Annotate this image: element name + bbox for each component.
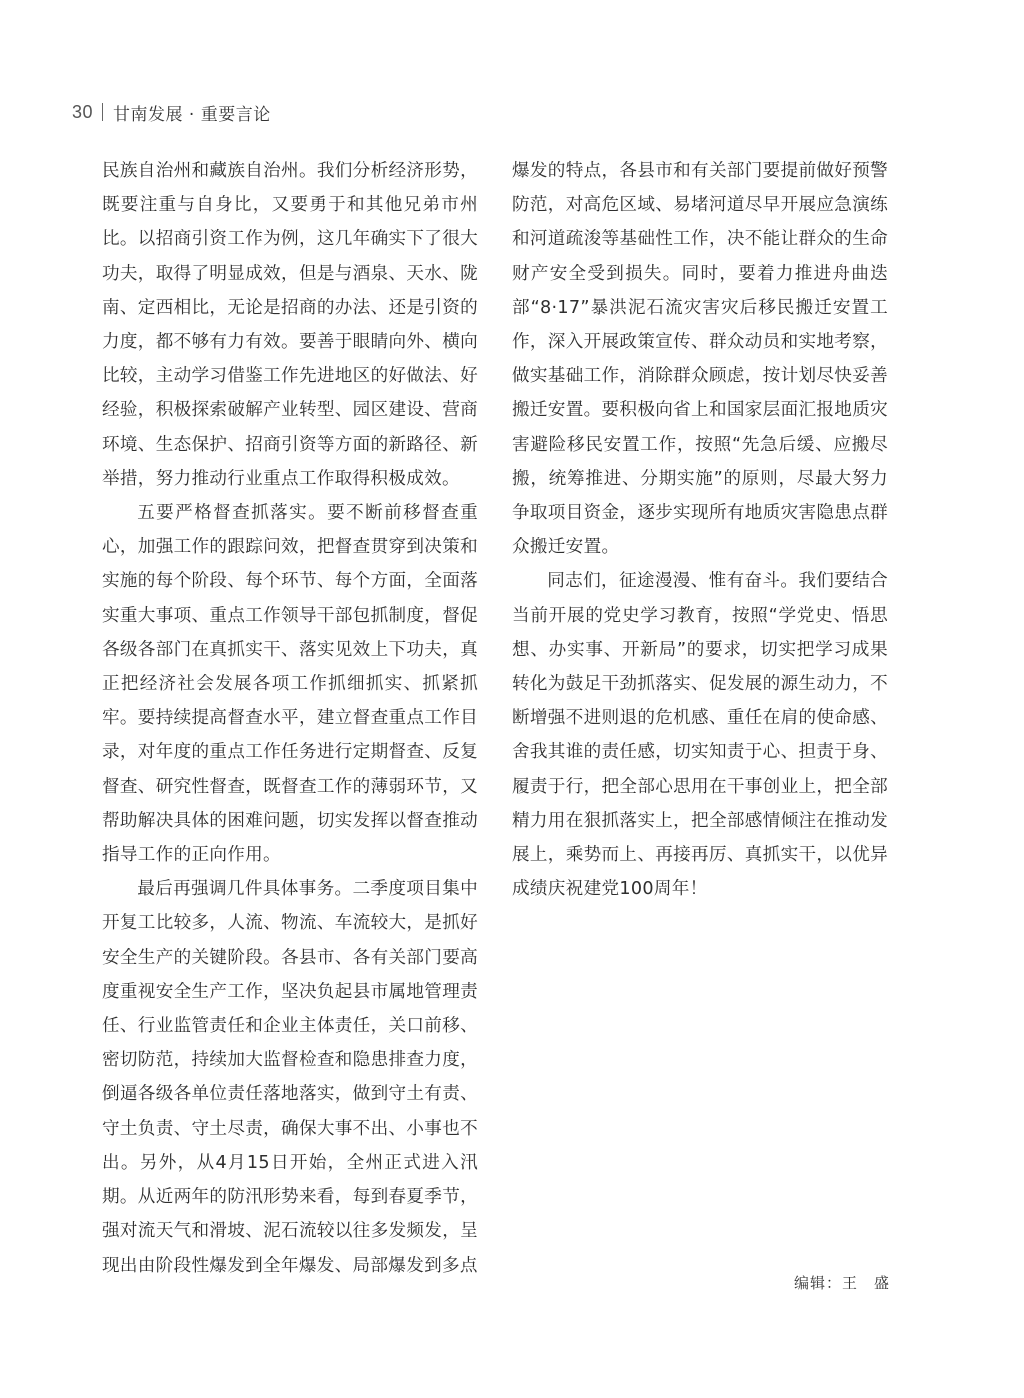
paragraph: 爆发的特点，各县市和有关部门要提前做好预警防范，对高危区域、易堵河道尽早开展应急演练和河道疏浚等基础性工作，决不能让群众的生命财产安全受到损失。同时，要着力推进舟曲迭部“8·17”暴洪泥石流灾害灾后移民搬迁安置工作，深入开展政策宣传、群众动员和实地考察，做实基础工作，消除群众顾虑，按计划尽快妥善搬迁安置。要积极向省上和国家层面汇报地质灾害避险移民安置工作，按照“先急后缓、应搬尽搬，统筹推进、分期实施”的原则，尽最大努力争取项目资金，逐步实现所有地质灾害隐患点群众搬迁安置。 [512,161,888,558]
left-column [102,154,478,1283]
page-header [72,98,271,126]
header-divider [102,103,103,121]
page-number: 30 [72,101,94,122]
paragraph: 五要严格督查抓落实。要不断前移督查重心，加强工作的跟踪问效，把督查贯穿到决策和实施的每个阶段、每个环节、每个方面，全面落实重大事项、重点工作领导干部包抓制度，督促各级各部门在真抓实干、落实见效上下功夫，真正把经济社会发展各项工作抓细抓实、抓紧抓牢。要持续提高督查水平，建立督查重点工作目录，对年度的重点工作任务进行定期督查、反复督查、研究性督查，既督查工作的薄弱环节，又帮助解决具体的困难问题，切实发挥以督查推动指导工作的正向作用。 [102,503,478,866]
right-column [512,154,888,906]
section-title: 甘南发展 · 重要言论 [113,104,271,125]
paragraph: 同志们，征途漫漫、惟有奋斗。我们要结合当前开展的党史学习教育，按照“学党史、悟思想、办实事、开新局”的要求，切实把学习成果转化为鼓足干劲抓落实、促发展的源生动力，不断增强不进则退的危机感、重任在肩的使命感、舍我其谁的责任感，切实知责于心、担责于身、履责于行，把全部心思用在干事创业上，把全部精力用在狠抓落实上，把全部感情倾注在推动发展上，乘势而上、再接再厉、真抓实干，以优异成绩庆祝建党100周年！ [512,571,888,900]
editor-credit: 编辑：王 盛 [793,1274,890,1292]
paragraph: 最后再强调几件具体事务。二季度项目集中开复工比较多，人流、物流、车流较大，是抓好安全生产的关键阶段。各县市、各有关部门要高度重视安全生产工作，坚决负起县市属地管理责任、行业监管责任和企业主体责任，关口前移、密切防范，持续加大监督检查和隐患排查力度，倒逼各级各单位责任落地落实，做到守土有责、守土负责、守土尽责，确保大事不出、小事也不出。另外，从4月15日开始，全州正式进入汛期。从近两年的防汛形势来看，每到春夏季节，强对流天气和滑坡、泥石流较以往多发频发，呈现出由阶段性爆发到全年爆发、局部爆发到多点 [102,879,478,1276]
paragraph: 民族自治州和藏族自治州。我们分析经济形势，既要注重与自身比，又要勇于和其他兄弟市州比。以招商引资工作为例，这几年确实下了很大功夫，取得了明显成效，但是与酒泉、天水、陇南、定西相比，无论是招商的办法、还是引资的力度，都不够有力有效。要善于眼睛向外、横向比较，主动学习借鉴工作先进地区的好做法、好经验，积极探索破解产业转型、园区建设、营商环境、生态保护、招商引资等方面的新路径、新举措，努力推动行业重点工作取得积极成效。 [102,161,478,489]
